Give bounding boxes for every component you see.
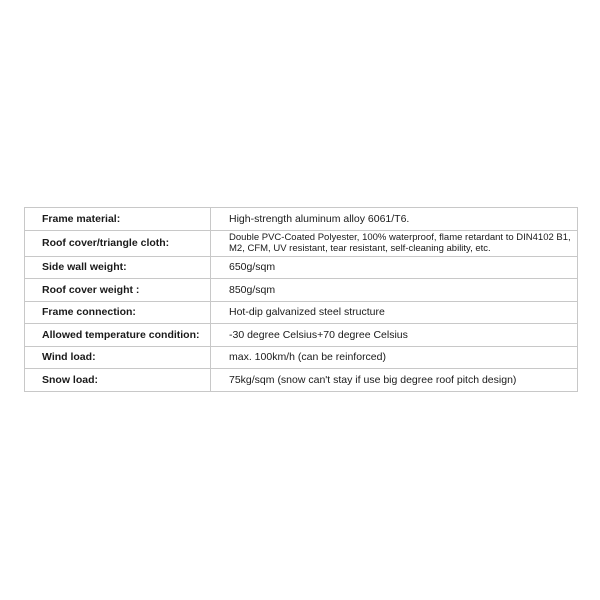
row-label-temperature: Allowed temperature condition:: [25, 324, 211, 347]
row-label-side-wall-weight: Side wall weight:: [25, 256, 211, 279]
row-value-snow-load: 75kg/sqm (snow can't stay if use big degree roof pitch design): [211, 369, 578, 392]
row-value-temperature: -30 degree Celsius+70 degree Celsius: [211, 324, 578, 347]
spec-table: [24, 207, 578, 392]
row-label-frame-connection: Frame connection:: [25, 301, 211, 324]
row-label-wind-load: Wind load:: [25, 346, 211, 369]
row-label-roof-cover: Roof cover/triangle cloth:: [25, 230, 211, 256]
row-label-frame-material: Frame material:: [25, 208, 211, 231]
row-value-roof-cover: Double PVC-Coated Polyester, 100% waterproof, flame retardant to DIN4102 B1, M2, CFM, UV resistant, tear resistant, self-cleaning ability, etc.: [211, 230, 578, 256]
table-row: [25, 324, 578, 347]
table-row: [25, 256, 578, 279]
row-value-frame-connection: Hot-dip galvanized steel structure: [211, 301, 578, 324]
row-value-frame-material: High-strength aluminum alloy 6061/T6.: [211, 208, 578, 231]
row-value-roof-cover-weight: 850g/sqm: [211, 279, 578, 302]
table-row: [25, 208, 578, 231]
row-label-snow-load: Snow load:: [25, 369, 211, 392]
row-value-wind-load: max. 100km/h (can be reinforced): [211, 346, 578, 369]
table-row: [25, 346, 578, 369]
row-label-roof-cover-weight: Roof cover weight :: [25, 279, 211, 302]
table-row: [25, 301, 578, 324]
table-row: [25, 230, 578, 256]
table-row: [25, 279, 578, 302]
row-value-side-wall-weight: 650g/sqm: [211, 256, 578, 279]
table-row: [25, 369, 578, 392]
